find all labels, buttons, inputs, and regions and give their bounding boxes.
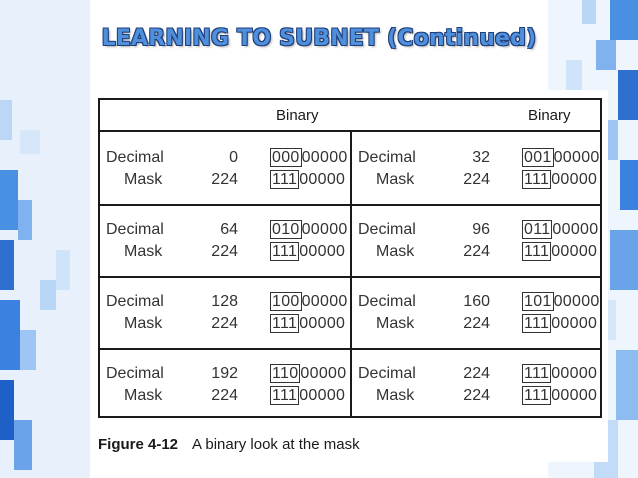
- mask-value: 224: [463, 315, 490, 332]
- network-bits-box: 110: [272, 365, 299, 382]
- mask-value: 224: [211, 387, 238, 404]
- host-bits: 00000: [300, 365, 347, 382]
- mask-binary: [522, 170, 597, 190]
- decorative-square: [0, 300, 20, 370]
- decimal-value: 128: [211, 293, 238, 310]
- host-bits: 00000: [551, 171, 598, 188]
- network-bits-box: 111: [524, 243, 550, 260]
- host-bits: 00000: [301, 149, 348, 166]
- mask-binary: [522, 314, 597, 334]
- host-bits: 00000: [551, 315, 598, 332]
- decorative-square: [582, 0, 596, 24]
- table-cell: [100, 134, 350, 206]
- network-bits-box: 111: [524, 315, 550, 332]
- decimal-binary: [270, 364, 346, 384]
- network-bits-box: 111: [272, 315, 298, 332]
- network-bits-box: 000: [272, 149, 300, 166]
- decorative-square: [56, 250, 70, 290]
- host-bits: 00000: [301, 293, 348, 310]
- host-bits: 00000: [301, 221, 348, 238]
- decorative-square: [14, 420, 32, 470]
- caption-text: A binary look at the mask: [192, 436, 360, 453]
- table-row: [100, 278, 600, 350]
- decorative-square: [0, 170, 18, 230]
- decimal-label: Decimal: [358, 149, 416, 166]
- decimal-label: Decimal: [358, 293, 416, 310]
- mask-table: [98, 98, 602, 418]
- table-cell: [352, 278, 602, 350]
- header-binary-right: Binary: [528, 107, 571, 124]
- decorative-square: [18, 200, 32, 240]
- decorative-square: [616, 350, 638, 420]
- mask-binary: [270, 170, 345, 190]
- mask-label: Mask: [124, 243, 163, 260]
- decimal-binary: [522, 148, 600, 168]
- decimal-label: Decimal: [106, 149, 164, 166]
- decimal-value: 0: [229, 149, 238, 166]
- table-row: [100, 134, 600, 206]
- host-bits: 00000: [553, 293, 600, 310]
- network-bits-box: 011: [524, 221, 551, 238]
- table-row: [100, 206, 600, 278]
- decimal-value: 192: [211, 365, 238, 382]
- decorative-square: [620, 160, 638, 210]
- figure-caption: [98, 436, 360, 453]
- host-bits: 00000: [553, 149, 600, 166]
- decimal-value: 224: [463, 365, 490, 382]
- table-cell: [352, 206, 602, 278]
- mask-value: 224: [463, 387, 490, 404]
- mask-binary: [270, 386, 345, 406]
- host-bits: 00000: [551, 387, 598, 404]
- network-bits-box: 001: [524, 149, 552, 166]
- host-bits: 00000: [551, 243, 598, 260]
- network-bits-box: 111: [524, 171, 550, 188]
- mask-label: Mask: [124, 171, 163, 188]
- host-bits: 00000: [299, 171, 346, 188]
- network-bits-box: 111: [272, 243, 298, 260]
- mask-value: 224: [211, 315, 238, 332]
- slide-title: LEARNING TO SUBNET (Continued): [101, 26, 537, 51]
- table-header: [100, 100, 600, 132]
- decimal-value: 160: [463, 293, 490, 310]
- decimal-label: Decimal: [358, 221, 416, 238]
- mask-label: Mask: [376, 243, 415, 260]
- decimal-label: Decimal: [106, 221, 164, 238]
- table-cell: [100, 206, 350, 278]
- mask-label: Mask: [376, 315, 415, 332]
- mask-label: Mask: [376, 171, 415, 188]
- decorative-square: [20, 330, 36, 370]
- host-bits: 00000: [299, 243, 346, 260]
- decimal-label: Decimal: [358, 365, 416, 382]
- decorative-square: [610, 230, 638, 290]
- network-bits-box: 111: [524, 365, 550, 382]
- figure: [92, 90, 608, 462]
- decimal-binary: [522, 364, 597, 384]
- decimal-value: 96: [472, 221, 490, 238]
- table-cell: [100, 278, 350, 350]
- mask-label: Mask: [124, 315, 163, 332]
- network-bits-box: 111: [272, 171, 298, 188]
- mask-value: 224: [211, 171, 238, 188]
- table-cell: [100, 350, 350, 422]
- mask-binary: [522, 242, 597, 262]
- decimal-binary: [270, 292, 348, 312]
- table-cell: [352, 350, 602, 422]
- network-bits-box: 101: [524, 293, 552, 310]
- decimal-value: 64: [220, 221, 238, 238]
- network-bits-box: 111: [272, 387, 298, 404]
- mask-value: 224: [463, 243, 490, 260]
- figure-label: Figure 4-12: [98, 436, 179, 453]
- decimal-label: Decimal: [106, 365, 164, 382]
- decimal-binary: [270, 148, 348, 168]
- decorative-square: [40, 280, 56, 310]
- host-bits: 00000: [299, 387, 346, 404]
- decorative-square: [0, 240, 14, 290]
- host-bits: 00000: [299, 315, 346, 332]
- mask-label: Mask: [376, 387, 415, 404]
- header-binary-left: Binary: [276, 107, 319, 124]
- decorative-square: [0, 380, 14, 440]
- mask-binary: [270, 314, 345, 334]
- decimal-binary: [270, 220, 348, 240]
- table-cell: [352, 134, 602, 206]
- decimal-value: 32: [472, 149, 490, 166]
- table-row: [100, 350, 600, 422]
- mask-value: 224: [463, 171, 490, 188]
- network-bits-box: 111: [524, 387, 550, 404]
- decorative-square: [0, 100, 12, 140]
- decimal-label: Decimal: [106, 293, 164, 310]
- decorative-square: [618, 70, 638, 120]
- decimal-binary: [522, 220, 598, 240]
- host-bits: 00000: [552, 221, 599, 238]
- mask-value: 224: [211, 243, 238, 260]
- mask-label: Mask: [124, 387, 163, 404]
- mask-binary: [522, 386, 597, 406]
- decorative-square: [20, 130, 40, 154]
- decimal-binary: [522, 292, 600, 312]
- host-bits: 00000: [551, 365, 598, 382]
- network-bits-box: 100: [272, 293, 300, 310]
- network-bits-box: 010: [272, 221, 300, 238]
- mask-binary: [270, 242, 345, 262]
- decorative-square: [566, 60, 582, 90]
